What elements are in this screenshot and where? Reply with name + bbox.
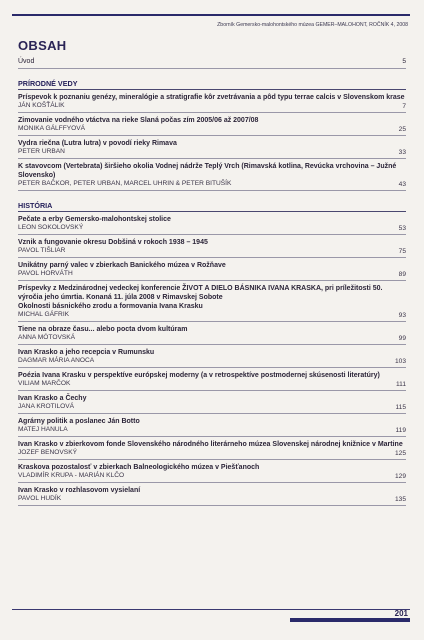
- toc-entry: [18, 138, 406, 159]
- page-number: 201: [394, 609, 408, 618]
- page-title: OBSAH: [18, 38, 67, 53]
- header-rule: [12, 14, 410, 16]
- toc-page-number: 103: [394, 358, 406, 365]
- toc-entry-authors: JOZEF BENOVSKÝ: [18, 449, 77, 456]
- toc-entry-title: Príspevky z Medzinárodnej vedeckej konferencie ŽIVOT A DIELO BÁSNIKA IVANA KRASKA, pri príležitosti 50. výročia jeho úmrtia. Konaná 11. júla 2008 v Rimavskej Sobote: [18, 285, 383, 301]
- toc-entry: [18, 462, 406, 483]
- toc-entry-title: Vydra riečna (Lutra lutra) v povodí rieky Rimava: [18, 140, 177, 147]
- toc-page-number: 129: [394, 473, 406, 480]
- toc-page-number: 125: [394, 450, 406, 457]
- toc-entry-title: Ivan Krasko v zbierkovom fonde Slovenského národného literárneho múzea Slovenskej národnej knižnice v Martine: [18, 441, 403, 448]
- section-heading: HISTÓRIA: [18, 201, 406, 212]
- toc-page-number: 75: [398, 248, 406, 255]
- toc-page-number: 119: [395, 427, 406, 434]
- toc-page-number: 99: [398, 335, 406, 342]
- toc-entry: [18, 439, 406, 460]
- toc-page-number: 53: [398, 225, 406, 232]
- toc-entry: [18, 283, 406, 322]
- section-heading: PRÍRODNÉ VEDY: [18, 79, 406, 90]
- toc-entry-authors: PAVOL TIŠLIAR: [18, 247, 66, 254]
- toc-entry: [18, 324, 406, 345]
- toc-entry-uvod: [18, 57, 406, 69]
- toc-page-number: 25: [398, 126, 406, 133]
- toc-entry: [18, 347, 406, 368]
- toc-entry: [18, 416, 406, 437]
- toc-entry-title: Príspevok k poznaniu genézy, mineralógie a stratigrafie kôr zvetrávania a pôd typu terrae calcis v Slovenskom krase: [18, 94, 405, 101]
- toc-entry-authors: PAVOL HORVÁTH: [18, 270, 73, 277]
- toc-entry-authors: LEON SOKOLOVSKÝ: [18, 224, 84, 231]
- toc-page-number: 43: [398, 181, 406, 188]
- toc-entry-subtitle: Okolnosti básnického zrodu a formovania Ivana Krasku: [18, 303, 203, 310]
- toc-entry-title: Kraskova pozostalosť v zbierkach Balneologického múzea v Piešťanoch: [18, 464, 260, 471]
- toc-entry-title: Ivan Krasko v rozhlasovom vysielaní: [18, 487, 141, 494]
- toc-entry: [18, 393, 406, 414]
- toc-entry-authors: PETER BAČKOR, PETER URBAN, MARCEL UHRIN & PETER BITUŠÍK: [18, 180, 232, 187]
- toc-entry-authors: ANNA MÓTOVSKÁ: [18, 334, 76, 341]
- toc-entry-authors: VLADIMÍR KRUPA - MARIÁN KLČO: [18, 472, 125, 479]
- toc-entry-title: Ivan Krasko a jeho recepcia v Rumunsku: [18, 349, 155, 356]
- toc-page-number: 89: [398, 271, 406, 278]
- footer-bar: [290, 618, 410, 622]
- toc-page-number: 135: [394, 496, 406, 503]
- toc-sections: [18, 79, 406, 506]
- footer-rule: [12, 609, 410, 610]
- toc-entry-authors: JANA KROTILOVÁ: [18, 403, 75, 410]
- toc-page-number: 115: [395, 404, 406, 411]
- journal-header: Zborník Gemersko-malohontského múzea GEMER–MALOHONT, ROČNÍK 4, 2008: [217, 22, 408, 28]
- toc-page-number: 33: [398, 149, 406, 156]
- toc-entry-title: Unikátny parný valec v zbierkach Banického múzea v Rožňave: [18, 262, 226, 269]
- toc-entry: [18, 115, 406, 136]
- toc-entry-authors: MICHAL GÁFRIK: [18, 311, 70, 318]
- toc-entry-authors: JÁN KOŠŤÁLIK: [18, 102, 65, 109]
- toc-entry-authors: DAGMAR MÁRIA ANOCA: [18, 357, 95, 364]
- toc-entry: [18, 214, 406, 235]
- toc-entry: [18, 260, 406, 281]
- toc-entry: [18, 485, 406, 506]
- toc-entry-title: Zimovanie vodného vtáctva na rieke Slaná počas zím 2005/06 až 2007/08: [18, 117, 259, 124]
- toc-entry: [18, 161, 406, 191]
- toc-entry-title: K stavovcom (Vertebrata) širšieho okolia Vodnej nádrže Teplý Vrch (Rimavská kotlina, Revúcka vrchovina – Južné Slovensko): [18, 163, 397, 179]
- toc-page-number: 93: [398, 312, 406, 319]
- toc-entry-title: Vznik a fungovanie okresu Dobšiná v rokoch 1938 – 1945: [18, 239, 208, 246]
- table-of-contents: [18, 38, 406, 508]
- toc-entry: [18, 237, 406, 258]
- toc-entry-authors: PETER URBAN: [18, 148, 65, 155]
- toc-entry-title: Poézia Ivana Krasku v perspektíve európskej moderny (a v retrospektíve postmodernej skúsenosti literatúry): [18, 372, 380, 379]
- toc-entry-title: Úvod: [18, 58, 35, 65]
- toc-entry-authors: MATEJ HANULA: [18, 426, 68, 433]
- toc-entry: [18, 92, 406, 113]
- toc-entry-title: Ivan Krasko a Čechy: [18, 395, 87, 402]
- toc-entry-title: Tiene na obraze času... alebo pocta dvom kultúram: [18, 326, 188, 333]
- toc-page-number: 5: [402, 58, 406, 65]
- toc-entry-authors: PAVOL HUDÍK: [18, 495, 62, 502]
- toc-entry-title: Pečate a erby Gemersko-malohontskej stolice: [18, 216, 171, 223]
- toc-entry-authors: MONIKA GÁLFFYOVÁ: [18, 125, 86, 132]
- toc-page-number: 111: [395, 381, 406, 388]
- toc-entry-authors: VILIAM MARČOK: [18, 380, 71, 387]
- toc-entry: [18, 370, 406, 391]
- toc-page-number: 7: [402, 103, 406, 110]
- toc-entry-title: Agrárny politik a poslanec Ján Botto: [18, 418, 140, 425]
